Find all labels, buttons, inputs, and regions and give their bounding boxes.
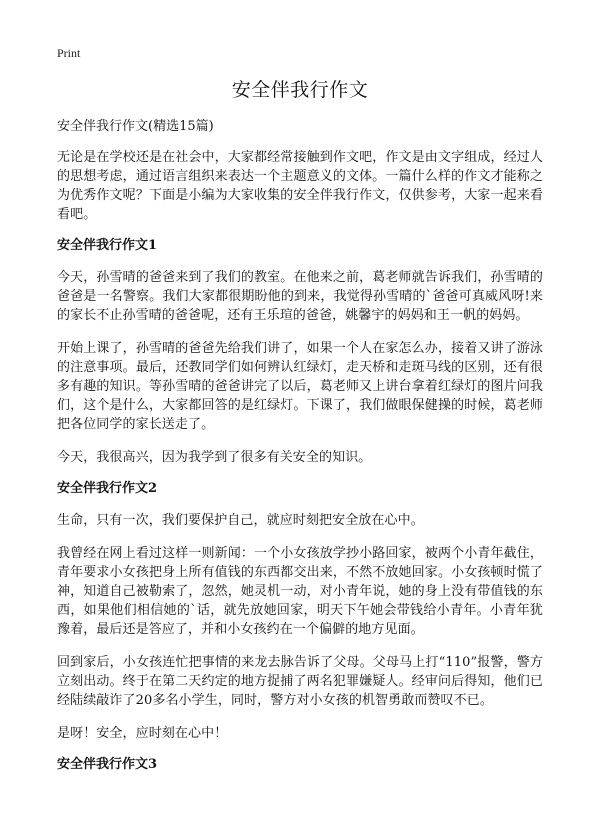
section-paragraph: 我曾经在网上看过这样一则新闻：一个小女孩放学抄小路回家，被两个小青年截住，青年要求小女孩把身上所有值钱的东西都交出来，不然不放她回家。小女孩顿时慌了神，知道自己被勒索了，忽然，她灵机一动，对小青年说，她的身上没有带值钱的东西，如果他们相信她的`话，就先放她回家，明天下午她会带钱给小青年。小青年犹豫着，最后还是答应了，并和小女孩约在一个偏僻的地方见面。	[57, 546, 543, 637]
essay-section-3	[57, 757, 543, 773]
print-label: Print	[57, 46, 81, 60]
section-paragraph: 回到家后，小女孩连忙把事情的来龙去脉告诉了父母。父母马上打“110”报警，警方立刻出动。终于在第二天约定的地方捉捕了两名犯罪嫌疑人。经审问后得知，他们已经陆续敲诈了20多名小学生，同时，警方对小女孩的机智勇敢而赞叹不已。	[57, 655, 543, 708]
section-paragraph: 开始上课了，孙雪晴的爸爸先给我们讲了，如果一个人在家怎么办，接着又讲了游泳的注意事项。最后，还教同学们如何辨认红绿灯，走天桥和走斑马线的区别，还有很多有趣的知识。等孙雪晴的爸爸讲完了以后，葛老师又上讲台拿着红绿灯的图片问我们，这个是什么，大家都回答的是红绿灯。下课了，我们做眼保健操的时候，葛老师把各位同学的家长送走了。	[57, 341, 543, 432]
section-paragraph: 今天，孙雪晴的爸爸来到了我们的教室。在他来之前，葛老师就告诉我们，孙雪晴的爸爸是一名警察。我们大家都很期盼他的到来，我觉得孙雪晴的`爸爸可真威风呀!来的家长不止孙雪晴的爸爸呢，还有王乐瑄的爸爸，姚馨宇的妈妈和王一帆的妈妈。	[57, 270, 543, 323]
section-heading: 安全伴我行作文1	[57, 238, 158, 253]
essay-section-2	[57, 481, 543, 743]
document-subtitle: 安全伴我行作文(精选15篇)	[57, 119, 214, 134]
document-title: 安全伴我行作文	[231, 79, 369, 101]
section-paragraph: 是呀！安全，应时刻在心中！	[57, 726, 228, 741]
intro-paragraph: 无论是在学校还是在社会中，大家都经常接触到作文吧，作文是由文字组成，经过人的思想考虑，通过语言组织来表达一个主题意义的文体。一篇什么样的作文才能称之为优秀作文呢？下面是小编为大家收集的安全伴我行作文，仅供参考，大家一起来看看吧。	[57, 150, 543, 222]
section-paragraph: 今天，我很高兴，因为我学到了很多有关安全的知识。	[57, 450, 372, 465]
section-heading: 安全伴我行作文3	[57, 757, 158, 772]
essay-section-1	[57, 238, 543, 467]
section-heading: 安全伴我行作文2	[57, 481, 158, 496]
section-paragraph: 生命，只有一次，我们要保护自己，就应时刻把安全放在心中。	[57, 513, 424, 528]
